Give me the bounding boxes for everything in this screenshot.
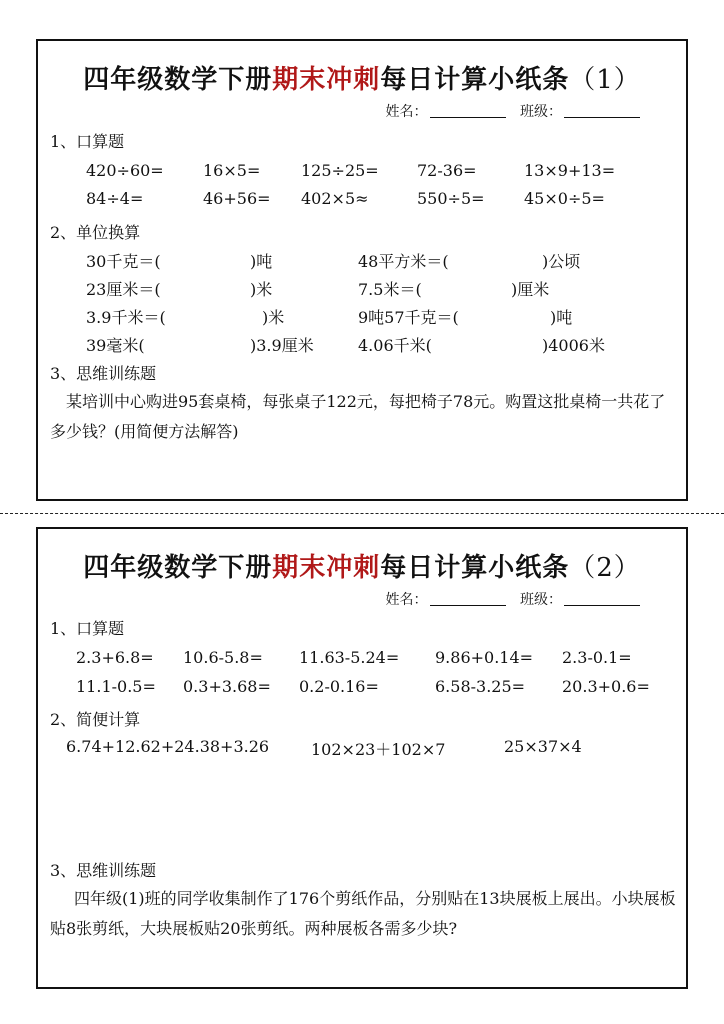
unit-item: )4006米 [542,336,605,355]
problem-text: 某培训中心购进95套桌椅，每张桌子122元，每把椅子78元。购置这批桌椅一共花了多少钱？(用简便方法解答) [50,392,666,441]
unit-item: 4.06千米( [358,336,432,355]
oral-item: 420÷60= [86,161,164,180]
oral-item: 2.3+6.8= [76,648,154,667]
unit-item: )3.9厘米 [250,336,314,355]
card-title [38,547,686,584]
unit-item: )米 [262,308,285,327]
section-thinking: 3、思维训练题 [50,861,157,880]
unit-item: 48平方米＝( [358,252,449,271]
oral-item: 10.6-5.8= [183,648,263,667]
problem-text: 四年级(1)班的同学收集制作了176个剪纸作品，分别贴在13块展板上展出。小块展板贴8张剪纸，大块展板贴20张剪纸。两种展板各需多少块? [50,889,676,938]
name-class-line [386,101,650,121]
title-number: （2） [569,553,641,583]
oral-item: 11.63-5.24= [299,648,400,667]
name-blank[interactable] [430,117,506,118]
class-label: 班级： [520,592,562,608]
oral-item: 402×5≈ [301,189,369,208]
oral-item: 0.3+3.68= [183,677,271,696]
oral-item: 0.2-0.16= [299,677,379,696]
class-blank[interactable] [564,117,640,118]
oral-item: 6.58-3.25= [435,677,526,696]
title-highlight: 期末冲刺 [272,65,381,95]
unit-item: )厘米 [511,280,550,299]
oral-item: 9.86+0.14= [435,648,534,667]
oral-item: 46+56= [203,189,271,208]
unit-item: 23厘米＝( [86,280,161,299]
worksheet-card-2 [36,527,688,989]
unit-item: 3.9千米＝( [86,308,166,327]
section-oral: 1、口算题 [50,619,125,638]
card-title [38,59,686,96]
oral-item: 16×5= [203,161,261,180]
oral-item: 2.3-0.1= [562,648,632,667]
unit-item: 9吨57千克＝( [358,308,459,327]
class-blank[interactable] [564,605,640,606]
unit-item: )公顷 [542,252,581,271]
worksheet-card-1 [36,39,688,501]
cut-line [0,513,724,514]
name-blank[interactable] [430,605,506,606]
class-label: 班级： [520,104,562,120]
oral-item: 550÷5= [417,189,485,208]
unit-item: 7.5米＝( [358,280,422,299]
section-unit-conversion: 2、单位换算 [50,223,141,242]
calc-item: 25×37×4 [504,737,582,756]
title-prefix: 四年级数学下册 [83,65,273,95]
oral-item: 125÷25= [301,161,379,180]
title-highlight: 期末冲刺 [272,553,381,583]
oral-item: 72-36= [417,161,477,180]
name-label: 姓名： [385,592,428,608]
section-oral: 1、口算题 [50,132,125,151]
title-prefix: 四年级数学下册 [83,553,273,583]
name-class-line [386,589,650,609]
title-suffix: 每日计算小纸条 [380,553,570,583]
unit-item: 39毫米( [86,336,145,355]
oral-item: 45×0÷5= [524,189,605,208]
unit-item: 30千克＝( [86,252,161,271]
unit-item: )吨 [550,308,573,327]
unit-item: )米 [250,280,273,299]
oral-item: 13×9+13= [524,161,616,180]
oral-item: 84÷4= [86,189,144,208]
title-suffix: 每日计算小纸条 [380,65,570,95]
unit-item: )吨 [250,252,273,271]
oral-item: 11.1-0.5= [76,677,156,696]
name-label: 姓名： [385,104,428,120]
oral-item: 20.3+0.6= [562,677,650,696]
calc-item: 6.74+12.62+24.38+3.26 [66,737,270,756]
section-thinking: 3、思维训练题 [50,364,157,383]
title-number: （1） [569,65,641,95]
calc-item: 102×23＋102×7 [311,740,446,759]
section-simplified-calc: 2、简便计算 [50,710,141,729]
